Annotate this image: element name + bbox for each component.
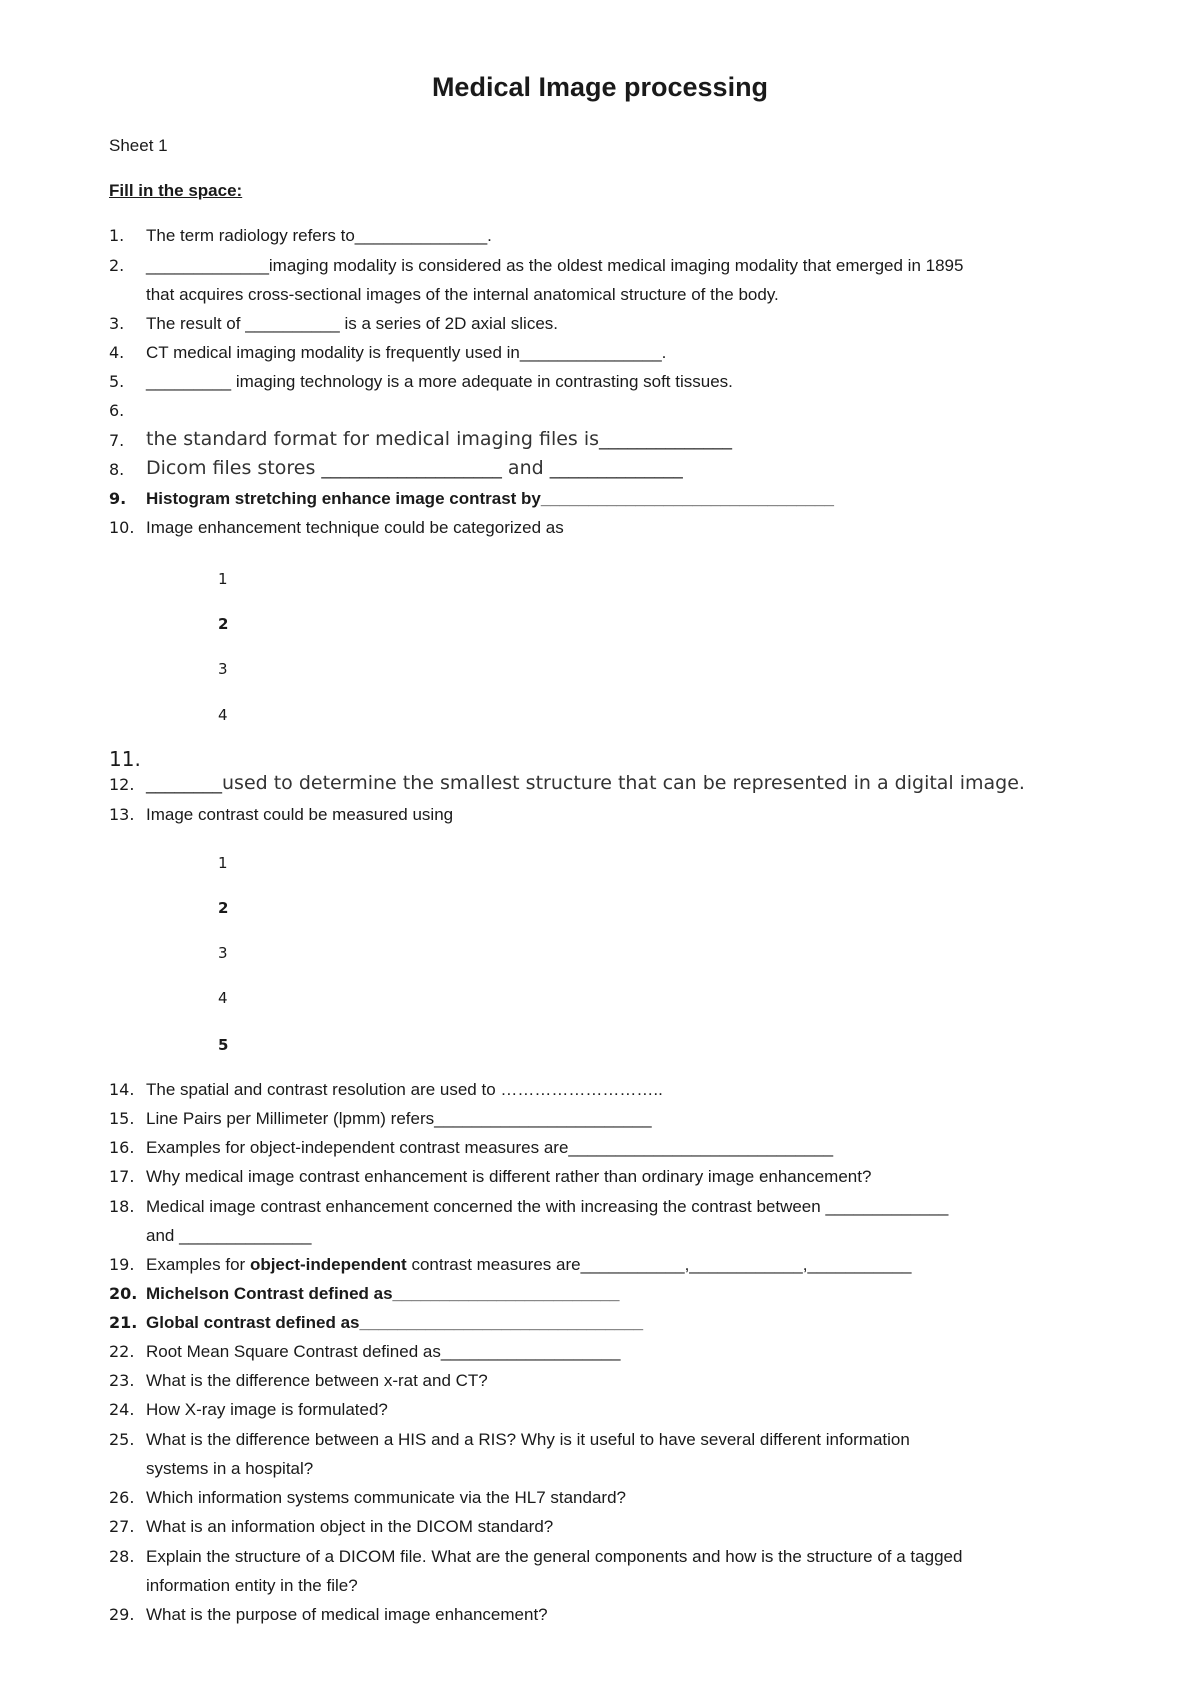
- question-text: the standard format for medical imaging files is______________: [146, 428, 733, 450]
- question-number: 12.: [109, 775, 135, 794]
- question-number: 10.: [109, 518, 135, 537]
- question-number: 27.: [109, 1517, 135, 1536]
- question-number: 26.: [109, 1488, 135, 1507]
- question-text: Global contrast defined as______________________________: [146, 1313, 644, 1332]
- question-number: 7.: [109, 431, 125, 450]
- question-number: 16.: [109, 1138, 135, 1157]
- answer-slot: 1: [218, 570, 228, 588]
- question-number: 18.: [109, 1197, 135, 1216]
- question-text: The spatial and contrast resolution are used to ………………………..: [146, 1080, 663, 1099]
- answer-slot: 4: [218, 989, 228, 1007]
- question-text: Medical image contrast enhancement concerned the with increasing the contrast between _____________: [146, 1197, 949, 1216]
- question-text: How X-ray image is formulated?: [146, 1400, 388, 1419]
- question-number: 25.: [109, 1430, 135, 1449]
- question-text: _________ imaging technology is a more adequate in contrasting soft tissues.: [146, 372, 733, 391]
- question-number: 8.: [109, 460, 125, 479]
- answer-slot: 3: [218, 660, 228, 678]
- question-number: 3.: [109, 314, 125, 333]
- question-number: 2.: [109, 256, 125, 275]
- sheet-label: Sheet 1: [109, 136, 168, 155]
- question-number: 13.: [109, 805, 135, 824]
- question-text: Which information systems communicate via the HL7 standard?: [146, 1488, 626, 1507]
- answer-slot: 5: [218, 1036, 229, 1054]
- question-number: 15.: [109, 1109, 135, 1128]
- question-number: 20.: [109, 1284, 138, 1303]
- question-number: 24.: [109, 1400, 135, 1419]
- question-number: 28.: [109, 1547, 135, 1566]
- question-text-bold-part: object-independent: [249, 1255, 407, 1274]
- question-25-continuation: systems in a hospital?: [146, 1459, 314, 1478]
- question-text: The result of __________ is a series of 2D axial slices.: [146, 314, 559, 333]
- question-number: 6.: [109, 401, 125, 420]
- question-text: Explain the structure of a DICOM file. What are the general components and how is the structure of a tagged: [146, 1547, 963, 1566]
- question-2-continuation: that acquires cross-sectional images of the internal anatomical structure of the body.: [146, 285, 779, 304]
- question-11-number: 11.: [109, 747, 141, 771]
- question-text: What is the purpose of medical image enhancement?: [146, 1605, 548, 1624]
- question-text-part: contrast measures are___________,____________,___________: [406, 1255, 912, 1274]
- document-title: Medical Image processing: [431, 72, 769, 102]
- question-text: ________used to determine the smallest structure that can be represented in a digital image.: [146, 772, 1025, 794]
- question-text: The term radiology refers to______________.: [146, 226, 492, 245]
- question-text: CT medical imaging modality is frequently used in_______________.: [146, 343, 667, 362]
- question-number: 9.: [109, 489, 127, 508]
- question-text: What is the difference between x-rat and CT?: [146, 1371, 488, 1390]
- question-number: 17.: [109, 1167, 135, 1186]
- question-text: Why medical image contrast enhancement is different rather than ordinary image enhancement?: [146, 1167, 872, 1186]
- question-text: Michelson Contrast defined as________________________: [146, 1284, 620, 1303]
- question-number: 4.: [109, 343, 125, 362]
- question-number: 14.: [109, 1080, 135, 1099]
- question-text: _____________imaging modality is considered as the oldest medical imaging modality that emerged in 1895: [146, 256, 964, 275]
- answer-slot: 2: [218, 615, 229, 633]
- question-text: [146, 1255, 911, 1275]
- question-text: Line Pairs per Millimeter (lpmm) refers_______________________: [146, 1109, 652, 1128]
- question-text: Histogram stretching enhance image contrast by_______________________________: [146, 489, 834, 508]
- answer-slot: 2: [218, 899, 229, 917]
- question-number: 23.: [109, 1371, 135, 1390]
- question-text: What is an information object in the DICOM standard?: [146, 1517, 554, 1536]
- question-number: 5.: [109, 372, 125, 391]
- answer-slot: 3: [218, 944, 228, 962]
- question-18-continuation: and ______________: [146, 1226, 312, 1245]
- question-text: Dicom files stores ___________________ and ______________: [146, 457, 683, 479]
- question-28-continuation: information entity in the file?: [146, 1576, 358, 1595]
- question-text: Root Mean Square Contrast defined as___________________: [146, 1342, 621, 1361]
- question-number: 19.: [109, 1255, 135, 1274]
- question-number: 1.: [109, 226, 125, 245]
- question-number: 21.: [109, 1313, 138, 1332]
- question-text: Image contrast could be measured using: [146, 805, 454, 824]
- question-text-part: Examples for: [146, 1255, 250, 1274]
- question-text: Examples for object-independent contrast measures are____________________________: [146, 1138, 834, 1157]
- question-number: 29.: [109, 1605, 135, 1624]
- instruction-heading: Fill in the space:: [109, 181, 243, 200]
- answer-slot: 1: [218, 854, 228, 872]
- question-number: 22.: [109, 1342, 135, 1361]
- question-text: What is the difference between a HIS and a RIS? Why is it useful to have several different information: [146, 1430, 910, 1449]
- question-text: Image enhancement technique could be categorized as: [146, 518, 564, 537]
- answer-slot: 4: [218, 706, 228, 724]
